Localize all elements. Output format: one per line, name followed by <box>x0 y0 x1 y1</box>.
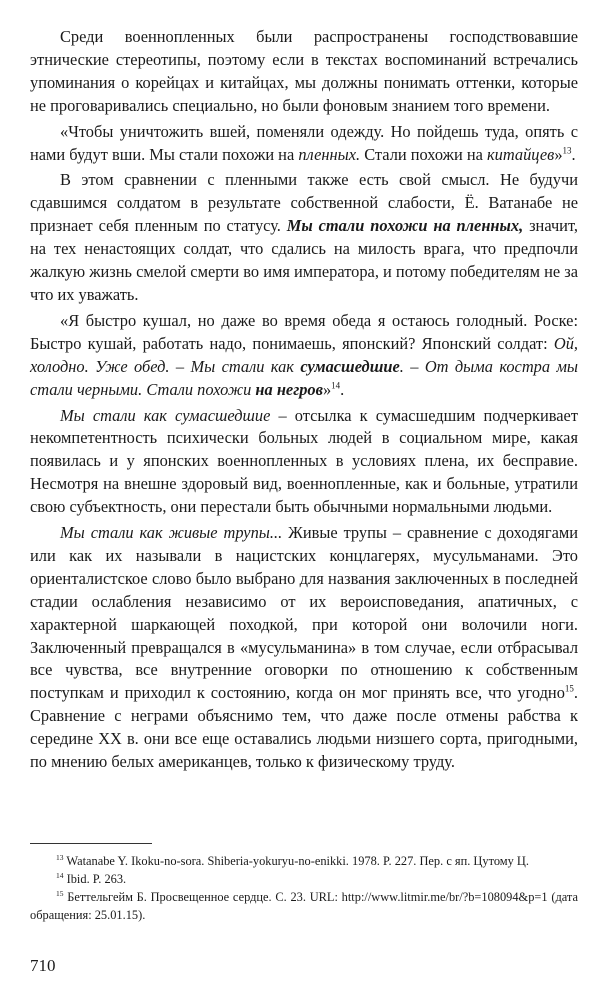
paragraph-5: Мы стали как сумасшедшие – отсылка к сумасшедшим подчеркивает некомпетентность психически больных людей в социальном мире, какая появилась и у японских военнопленных в условиях плена, их бесправие. Несмотря на внешне здоровый вид, военнопленные, как и больные, утратили свою субъектность, они перестали быть обычными нормальными людьми. <box>30 405 578 517</box>
paragraph-1: Среди военнопленных были распространены господствовавшие этнические стереотипы, поэтому если в текстах воспоминаний встречались упоминания о корейцах и китайцах, мы должны понимать оттенки, которые не проговаривались специально, но были фоновым знанием того времени. <box>30 27 578 115</box>
page-number: 710 <box>30 956 56 975</box>
footnote-13: $^{13}$ Watanabe Y. Ikoku-no-sora. Shiberia-yokuryu-no-enikki. 1978. P. 227. Пер. с яп. Цутому Ц. <box>56 852 529 868</box>
footnote-ref-15[interactable]: 15 <box>564 683 574 694</box>
paragraph-2-quote: «Чтобы уничтожить вшей, поменяли одежду. Но пойдешь туда, опять с нами будут вши. Мы стали похожи на пленных. Стали похожи на китайцев»$^{13}$. <box>30 121 578 164</box>
footnote-15: $^{15}$ Беттельгейм Б. Просвещенное сердце. С. 23. URL: http://www.litmir.me/br/?b=108094&p=1 (дата обращения: 25.01.15). <box>30 888 578 922</box>
footnote-ref-13[interactable]: 13 <box>562 145 572 156</box>
footnote-ref-14[interactable]: 14 <box>331 380 341 391</box>
footnote-14: $^{14}$ Ibid. P. 263. <box>56 870 127 886</box>
paragraph-6: Мы стали как живые трупы... Живые трупы – сравнение с доходягами или как их называли в нацистских концлагерях, мусульманами. Это ориенталистское слово было выбрано для названия заключенных в последней стадии ослабления независимо от их вероисповедания, апатичных, с характерной шаркающей походкой, при которой они волочили ноги. Заключенный превращался в «мусульманина» в том случае, если отбрасывал все чувства, все внутренние оговорки по отношению к собственным поступкам и приходил к состоянию, когда он мог принять все, что угодно$^{15}$. Сравнение с неграми объяснимо тем, что даже после отмены рабства к середине XX в. они все еще оставались людьми низшего сорта, пригодными, по мнению белых американцев, только к физическому труду. <box>30 523 578 772</box>
paragraph-3: В этом сравнении с пленными также есть свой смысл. Не будучи сдавшимся солдатом в результате собственной слабости, Ё. Ватанабе не признает себя пленным по статусу. Мы стали похожи на пленных, значит, на тех ненастоящих солдат, что сдались на милость врага, что предпочли жалкую жизнь смелой смерти во имя императора, и потому победителям не за что их уважать. <box>30 170 578 304</box>
paragraph-4-quote: «Я быстро кушал, но даже во время обеда я остаюсь голодный. Роске: Быстро кушай, работать надо, понимаешь, японский? Японский солдат: Ой, холодно. Уже обед. – Мы стали как сумасшедшие. – От дыма костра мы стали черными. Стали похожи на негров»$^{14}$. <box>30 310 578 399</box>
footnote-divider <box>30 843 152 844</box>
footnotes <box>30 852 578 924</box>
main-text <box>30 26 578 777</box>
